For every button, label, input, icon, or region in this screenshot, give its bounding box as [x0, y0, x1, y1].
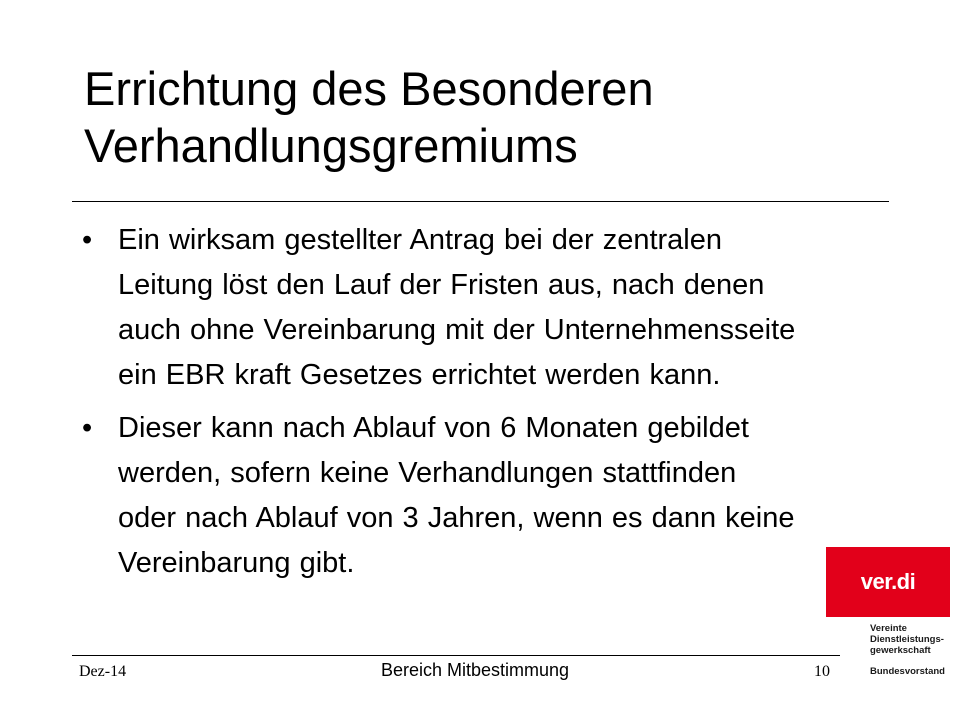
logo-line: Dienstleistungs-: [870, 634, 944, 645]
logo-line: gewerkschaft: [870, 645, 931, 656]
bullet-text: Ein wirksam gestellter Antrag bei der zentralen Leitung löst den Lauf der Fristen aus, nach denen auch ohne Vereinbarung mit der Unternehmensseite ein EBR kraft Gesetzes errichtet werden kann.: [118, 224, 796, 391]
footer-divider: [72, 655, 840, 656]
footer-date: Dez-14: [79, 663, 127, 680]
verdi-logo: [826, 547, 950, 687]
title-divider: [72, 201, 889, 202]
logo-wordmark: ver.di: [860, 569, 916, 594]
bullet-list: [80, 218, 800, 594]
footer-title: Bereich Mitbestimmung: [380, 660, 570, 680]
page-number: 10: [814, 663, 830, 680]
logo-subtext: [870, 623, 945, 677]
bullet-marker: •: [82, 412, 93, 444]
logo-line: Bundesvorstand: [870, 666, 945, 677]
bullet-text: Dieser kann nach Ablauf von 6 Monaten gebildet werden, sofern keine Verhandlungen stattfinden oder nach Ablauf von 3 Jahren, wenn es dann keine Vereinbarung gibt.: [118, 412, 795, 579]
bullet-marker: •: [82, 224, 93, 256]
slide-title: Errichtung des Besonderen Verhandlungsgremiums: [84, 62, 654, 172]
bullet-item: [80, 406, 800, 586]
bullet-item: [80, 218, 800, 398]
logo-line: Vereinte: [870, 623, 907, 634]
